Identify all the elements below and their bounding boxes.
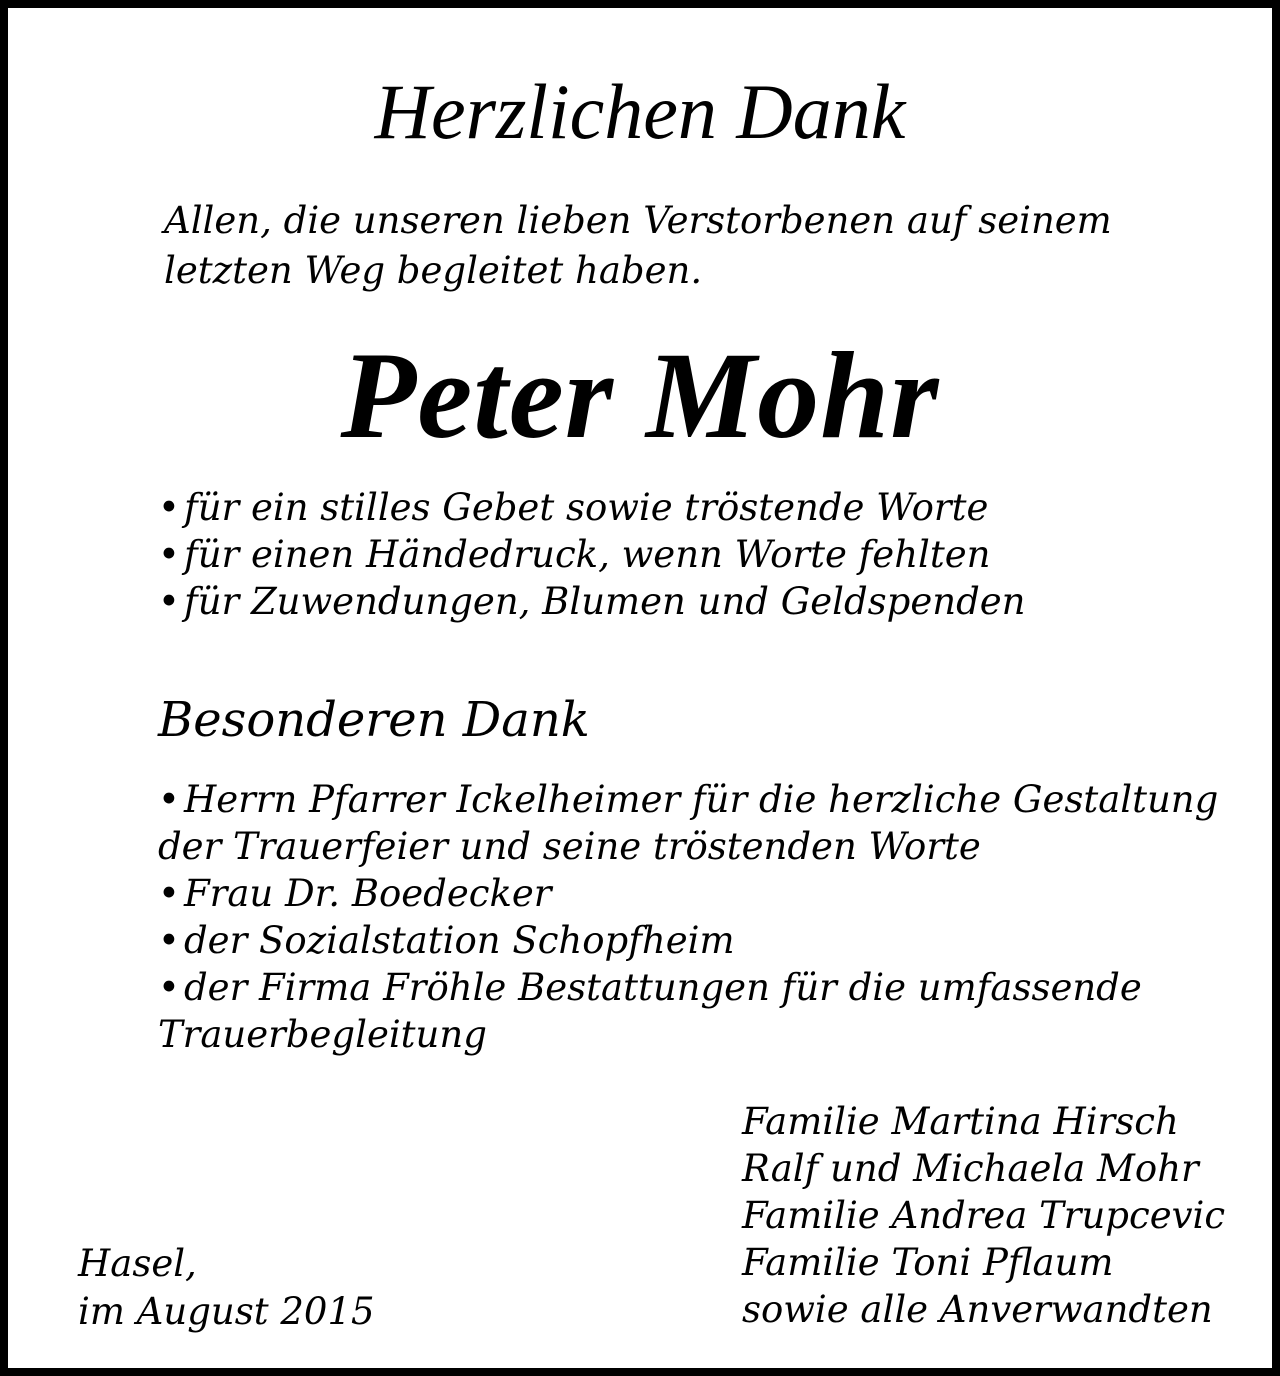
intro-text [164,196,1112,296]
list-item-text: der Firma Fröhle Bestattungen für die umfassende [184,966,1142,1009]
intro-line: Allen, die unseren lieben Verstorbenen auf seinem [164,199,1112,242]
list-item [158,917,1218,964]
intro-line: letzten Weg begleitet haben. [164,249,703,292]
place: Hasel, [78,1242,197,1285]
list-item-text: der Sozialstation Schopfheim [184,919,735,962]
bullet-icon: • [158,919,180,962]
date: im August 2015 [78,1290,375,1333]
deceased-name: Peter Mohr [340,327,940,464]
list-item-text: für Zuwendungen, Blumen und Geldspenden [184,580,1026,623]
bullet-icon: • [158,486,180,529]
special-thanks-list [158,776,1218,1058]
signer-line: Familie Andrea Trupcevic [742,1194,1226,1237]
list-item-continuation: der Trauerfeier und seine tröstenden Worte [158,825,981,868]
bullet-icon: • [158,872,180,915]
special-thanks-heading: Besonderen Dank [158,692,590,748]
list-item-text: Frau Dr. Boedecker [184,872,552,915]
list-item-text: für ein stilles Gebet sowie tröstende Worte [184,486,989,529]
list-item-continuation: Trauerbegleitung [158,1013,487,1056]
list-item-text: Herrn Pfarrer Ickelheimer für die herzliche Gestaltung [184,778,1219,821]
bullet-icon: • [158,966,180,1009]
headline: Herzlichen Dank [374,68,906,155]
list-item [158,531,1026,578]
bullet-icon: • [158,778,180,821]
list-item [158,484,1026,531]
signers-block [742,1098,1225,1333]
list-item [158,776,1218,823]
signer-line: Ralf und Michaela Mohr [742,1147,1199,1190]
list-item [158,964,1218,1011]
thanks-list [158,484,1026,625]
signer-line: sowie alle Anverwandten [742,1288,1213,1331]
place-date-block [78,1240,375,1336]
bullet-icon: • [158,533,180,576]
list-item-text: für einen Händedruck, wenn Worte fehlten [184,533,991,576]
bullet-icon: • [158,580,180,623]
signer-line: Familie Toni Pflaum [742,1241,1114,1284]
list-item [158,870,1218,917]
signer-line: Familie Martina Hirsch [742,1100,1179,1143]
list-item [158,578,1026,625]
